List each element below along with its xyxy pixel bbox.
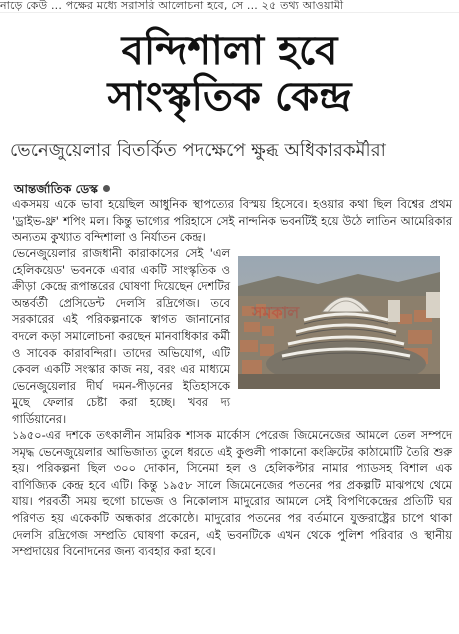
watermark-logo: সমকাল: [252, 303, 300, 322]
subheadline: ভেনেজুয়েলার বিতর্কিত পদক্ষেপে ক্ষুব্ধ অধিকারকর্মীরা: [10, 140, 386, 161]
bullet-dot-icon: [103, 185, 110, 192]
headline-line-1: বন্দিশালা হবে: [121, 28, 338, 74]
desk-label: আন্তর্জাতিক ডেস্ক: [14, 182, 98, 196]
previous-article-strip: নাড়ে কেউ ... পক্ষের মধ্যে সরাসরি আলোচনা হবে, সে ... ২৫ তথ্য আওয়ামী: [0, 0, 459, 13]
headline-line-2: সাংস্কৃতিক কেন্দ্র: [107, 74, 352, 120]
paragraph-1: একসময় একে ভাবা হয়েছিল আধুনিক স্থাপত্যের বিস্ময় হিসেবে। হওয়ার কথা ছিল বিশ্বের প্রথম 'ড্রাইভ-থ্রু' শপিং মল। কিন্তু ভাগ্যের পরিহাসে সেই নান্দনিক ভবনটিই হয়ে উঠে লাতিন আমেরিকার অন্যতম কুখ্যাত বন্দিশালা ও নির্যাতন কেন্দ্র।: [12, 197, 452, 245]
headline: [0, 28, 459, 120]
paragraph-3: ১৯৫০-এর দশকে তৎকালীন সামরিক শাসক মার্কোস পেরেজ জিমেনেজের আমলে তেল সম্পদে সমৃদ্ধ ভেনেজুয়েলার আভিজাত্য তুলে ধরতে এই কুণ্ডলী পাকানো কংক্রিটের কাঠামোটি তৈরি শুরু হয়। পরিকল্পনা ছিল ৩০০ দোকান, সিনেমা হল ও হেলিকপ্টার নামার প্যাডসহ বিশাল এক বাণিজ্যিক কেন্দ্র হবে এটি। কিন্তু ১৯৫৮ সালে জিমেনেজের পতনের পর প্রকল্পটি মাঝপথে থেমে যায়। পরবর্তী সময় হুগো চাভেজ ও নিকোলাস মাদুরোর আমলে সেই বিপণিকেন্দ্রের প্রতিটি ঘর পরিণত হয় একেকটি অন্ধকার প্রকোষ্ঠে। মাদুরোর পতনের পর বর্তমানে যুক্তরাষ্ট্রের চাপে থাকা দেলসি রদ্রিগেজ সম্প্রতি ঘোষণা করেন, এই ভবনটিকে এখন থেকে পুলিশ পরিবার ও স্থানীয় সম্প্রদায়ের বিনোদনের জন্য ব্যবহার করা হবে।: [12, 428, 452, 559]
paragraph-2: ভেনেজুয়েলার রাজধানী কারাকাসের সেই 'এল হেলিকয়েড' ভবনকে এবার একটি সাংস্কৃতিক ও ক্রীড়া কেন্দ্রে রূপান্তরের ঘোষণা দিয়েছেন দেশটির অন্তর্বর্তী প্রেসিডেন্ট দেলসি রদ্রিগেজ। তবে সরকারের এই পরিকল্পনাকে স্বাগত জানানোর বদলে কড়া সমালোচনা করছেন মানবাধিকার কর্মী ও সাবেক কারাবন্দিরা। তাদের অভিযোগ, এটি কেবল একটি সংস্কার কাজ নয়, বরং এর মাধ্যমে ভেনেজুয়েলার দীর্ঘ দমন-পীড়নের ইতিহাসকে মুছে ফেলার চেষ্টা করা হচ্ছে। খবর দ্য গার্ডিয়ানের।: [12, 246, 230, 426]
